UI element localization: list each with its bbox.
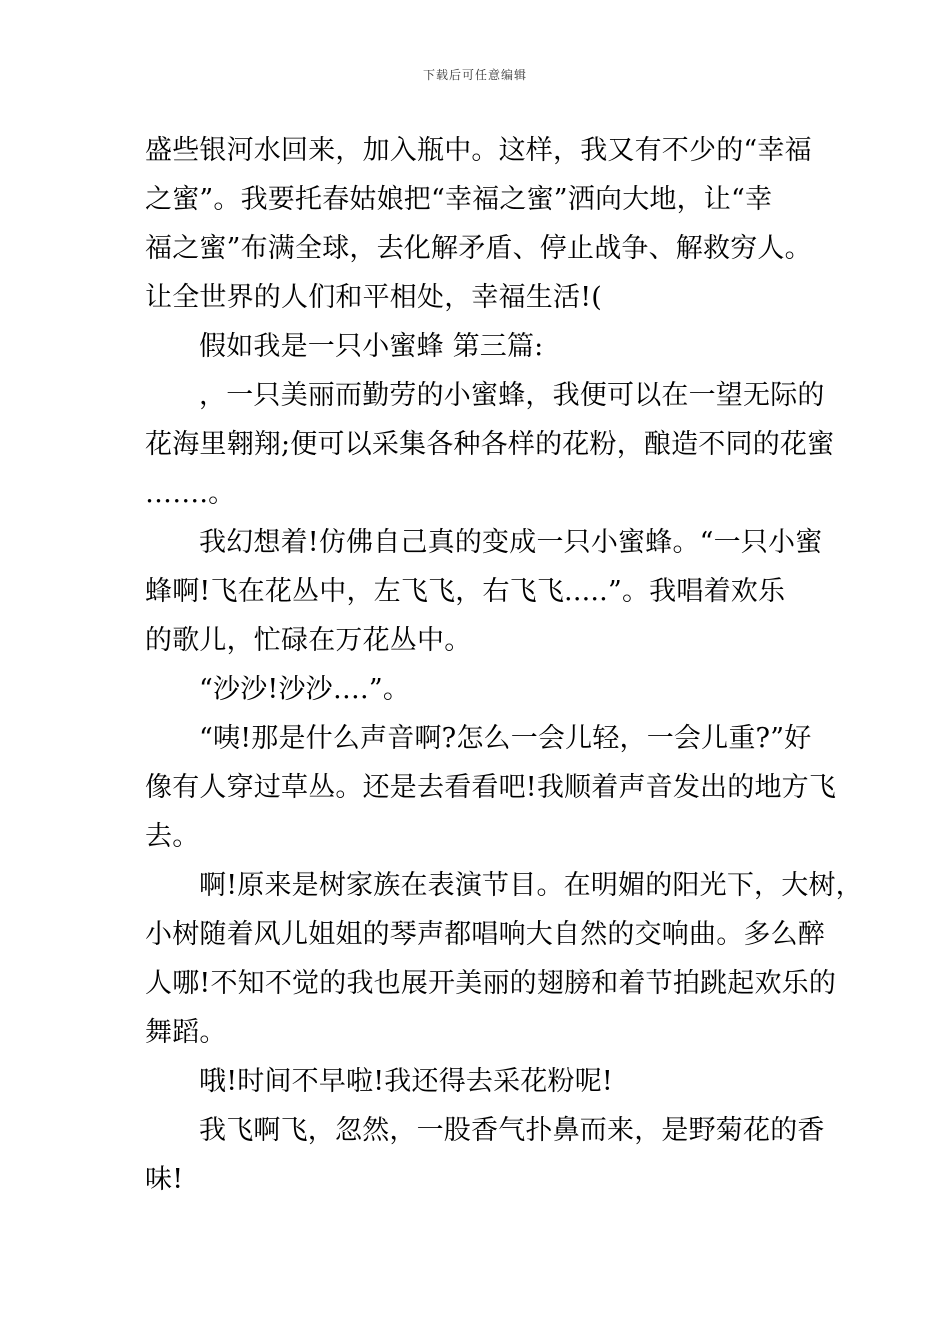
text-line: 小树随着风儿姐姐的琴声都唱响大自然的交响曲。多么醉 <box>145 919 825 950</box>
text-line: 味! <box>145 1164 184 1195</box>
text-line: ，一只美丽而勤劳的小蜜蜂，我便可以在一望无际的 <box>199 380 825 411</box>
text-line: 啊!原来是树家族在表演节目。在明媚的阳光下，大树， <box>199 870 863 901</box>
text-line: “沙沙!沙沙….”。 <box>199 674 411 705</box>
text-line: 人哪!不知不觉的我也展开美丽的翅膀和着节拍跳起欢乐的 <box>145 968 837 999</box>
text-line: 像有人穿过草丛。还是去看看吧!我顺着声音发出的地方飞 <box>145 772 837 803</box>
text-line: 福之蜜”布满全球，去化解矛盾、停止战争、解救穷人。 <box>145 233 812 264</box>
text-line: 盛些银河水回来，加入瓶中。这样，我又有不少的“幸福 <box>145 135 812 166</box>
text-line: 花海里翱翔;便可以采集各种各样的花粉，酿造不同的花蜜 <box>145 429 835 460</box>
text-line: 我飞啊飞，忽然，一股香气扑鼻而来，是野菊花的香 <box>199 1115 825 1146</box>
section-heading: 假如我是一只小蜜蜂 第三篇: <box>199 331 544 362</box>
document-body <box>145 126 863 1204</box>
text-line: 哦!时间不早啦!我还得去采花粉呢! <box>199 1066 613 1097</box>
text-line: 蜂啊!飞在花丛中，左飞飞，右飞飞.....”。我唱着欢乐 <box>145 576 786 607</box>
text-line: 的歌儿，忙碌在万花丛中。 <box>145 625 472 656</box>
text-line: 去。 <box>145 821 200 852</box>
text-line: 我幻想着!仿佛自己真的变成一只小蜜蜂。“一只小蜜 <box>199 527 823 558</box>
text-line: “咦!那是什么声音啊?怎么一会儿轻，一会儿重?”好 <box>199 723 812 754</box>
text-line: 舞蹈。 <box>145 1017 227 1048</box>
text-line: 之蜜”。我要托春姑娘把“幸福之蜜”洒向大地，让“幸 <box>145 184 773 215</box>
text-line: 让全世界的人们和平相处，幸福生活!( <box>145 282 602 313</box>
text-line: …….。 <box>145 478 236 509</box>
header-note: 下载后可任意编辑 <box>422 68 527 82</box>
